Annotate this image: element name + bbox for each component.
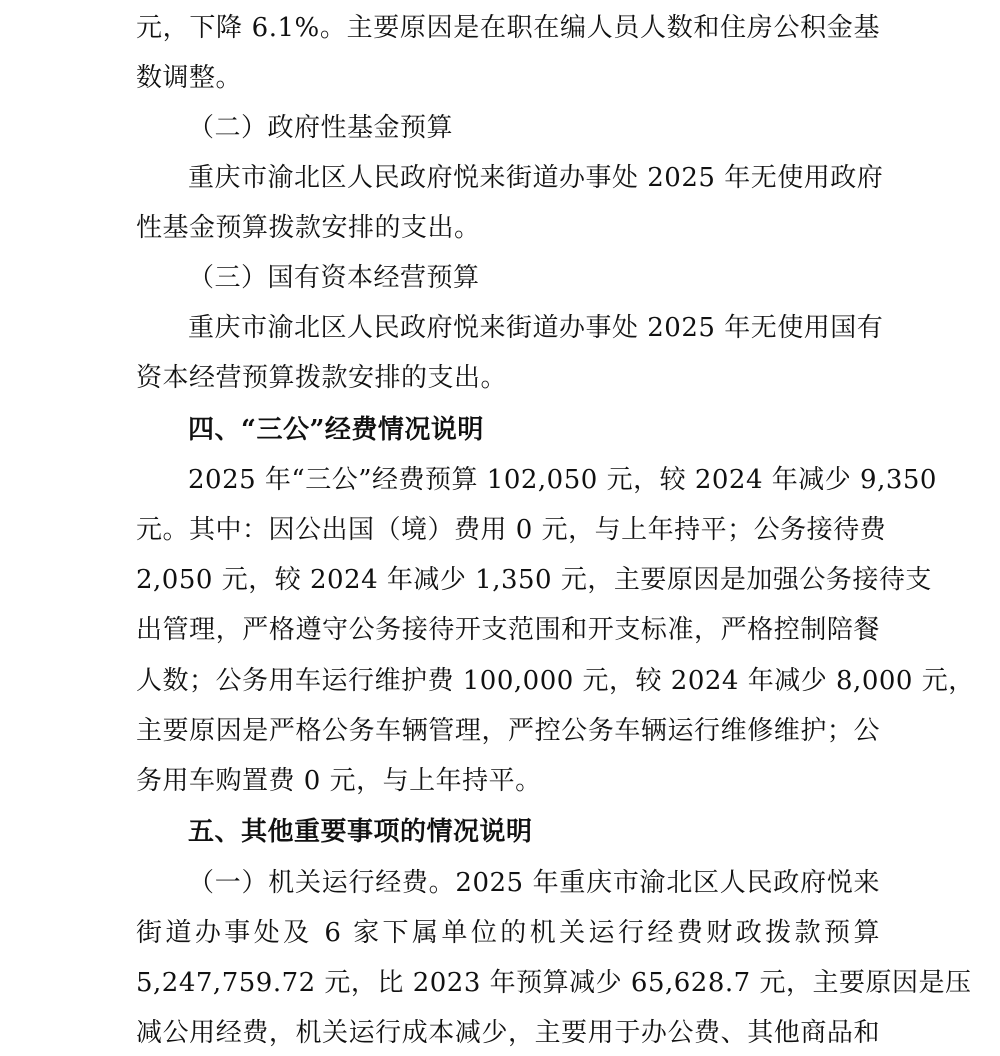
- text-line: 务用车购置费 0 元，与上年持平。: [136, 766, 542, 796]
- text-line: 主要原因是严格公务车辆管理，严控公务车辆运行维修维护；公: [136, 716, 880, 746]
- text-line: 资本经营预算拨款安排的支出。: [136, 363, 508, 393]
- subheading-government-fund-budget: （二）政府性基金预算: [188, 113, 454, 143]
- text-line: 元，下降 6.1%。主要原因是在职在编人员人数和住房公积金基: [136, 13, 880, 43]
- text-line: 人数；公务用车运行维护费 100,000 元，较 2024 年减少 8,000 元，: [136, 666, 975, 696]
- text-line: （一）机关运行经费。2025 年重庆市渝北区人民政府悦来: [188, 868, 880, 898]
- text-line: 重庆市渝北区人民政府悦来街道办事处 2025 年无使用国有: [188, 313, 884, 343]
- section-heading-other-matters: 五、其他重要事项的情况说明: [188, 817, 533, 847]
- section-heading-three-public-expenses: 四、“三公”经费情况说明: [188, 415, 484, 445]
- text-line: 元。其中：因公出国（境）费用 0 元，与上年持平；公务接待费: [136, 515, 887, 545]
- text-line: 2,050 元，较 2024 年减少 1,350 元，主要原因是加强公务接待支: [136, 565, 932, 595]
- text-line: 数调整。: [136, 63, 243, 93]
- subheading-state-capital-budget: （三）国有资本经营预算: [188, 263, 480, 293]
- text-line: 出管理，严格遵守公务接待开支范围和开支标准，严格控制陪餐: [136, 615, 880, 645]
- text-line: 性基金预算拨款安排的支出。: [136, 213, 481, 243]
- text-line: 减公用经费，机关运行成本减少，主要用于办公费、其他商品和: [136, 1018, 880, 1048]
- text-line: 2025 年“三公”经费预算 102,050 元，较 2024 年减少 9,350: [188, 465, 937, 495]
- text-line: 街道办事处及 6 家下属单位的机关运行经费财政拨款预算: [136, 918, 880, 948]
- text-line: 重庆市渝北区人民政府悦来街道办事处 2025 年无使用政府: [188, 163, 884, 193]
- text-line: 5,247,759.72 元，比 2023 年预算减少 65,628.7 元，主要原因是压: [136, 968, 972, 998]
